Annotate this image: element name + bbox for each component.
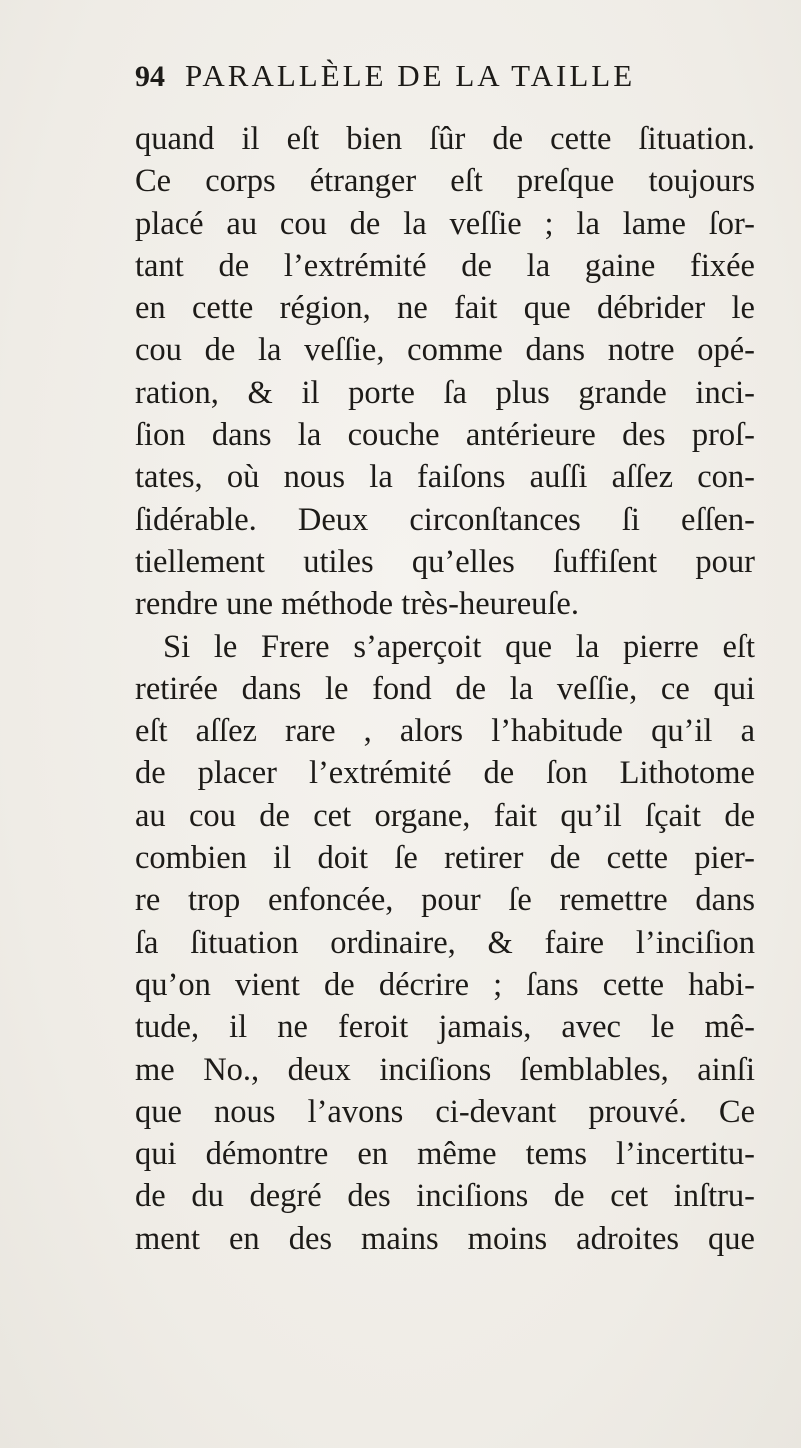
text-line: tiellement utiles qu’elles ſuffiſent pour (135, 543, 755, 580)
text-line: quand il eſt bien ſûr de cette ſituation. (135, 121, 755, 157)
text-line: ment en des mains moins adroites que (135, 1220, 755, 1257)
body-text (135, 118, 755, 1260)
text-line: re trop enfoncée, pour ſe remettre dans (135, 882, 755, 919)
text-line: tant de l’extrémité de la gaine fixée (135, 247, 755, 284)
text-line: de du degré des inciſions de cet inſtru- (135, 1178, 755, 1215)
running-head: PARALLÈLE DE LA TAILLE (185, 58, 636, 93)
text-line: qui démontre en même tems l’incertitu- (135, 1136, 755, 1173)
text-line: qu’on vient de décrire ; ſans cette habi- (135, 966, 755, 1003)
text-line: tude, il ne feroit jamais, avec le mê- (135, 1009, 755, 1046)
text-line: ſa ſituation ordinaire, & faire l’inciſion (135, 924, 755, 961)
text-line: tates, où nous la faiſons auſſi aſſez con- (135, 459, 755, 496)
text-line: placé au cou de la veſſie ; la lame ſor- (135, 205, 755, 242)
page-number: 94 (135, 60, 165, 93)
text-line: Si le Frere s’aperçoit que la pierre eſt (163, 628, 755, 665)
text-line: en cette région, ne fait que débrider le (135, 290, 755, 327)
text-line: cou de la veſſie, comme dans notre opé- (135, 332, 755, 369)
text-line: de placer l’extrémité de ſon Lithotome (135, 755, 755, 792)
text-line: retirée dans le fond de la veſſie, ce qui (135, 670, 755, 707)
text-line: rendre une méthode très-heureuſe. (135, 586, 579, 623)
text-line: que nous l’avons ci-devant prouvé. Ce (135, 1093, 755, 1130)
text-line: ſidérable. Deux circonſtances ſi eſſen- (135, 501, 755, 538)
text-line: au cou de cet organe, fait qu’il ſçait de (135, 797, 755, 834)
text-line: me No., deux inciſions ſemblables, ainſi (135, 1051, 755, 1088)
text-line: combien il doit ſe retirer de cette pier- (135, 840, 755, 877)
text-line: ration, & il porte ſa plus grande inci- (135, 374, 755, 411)
text-line: Ce corps étranger eſt preſque toujours (135, 163, 755, 200)
page-header (135, 58, 755, 98)
text-line: ſion dans la couche antérieure des proſ- (135, 417, 755, 454)
text-line: eſt aſſez rare , alors l’habitude qu’il a (135, 713, 755, 750)
